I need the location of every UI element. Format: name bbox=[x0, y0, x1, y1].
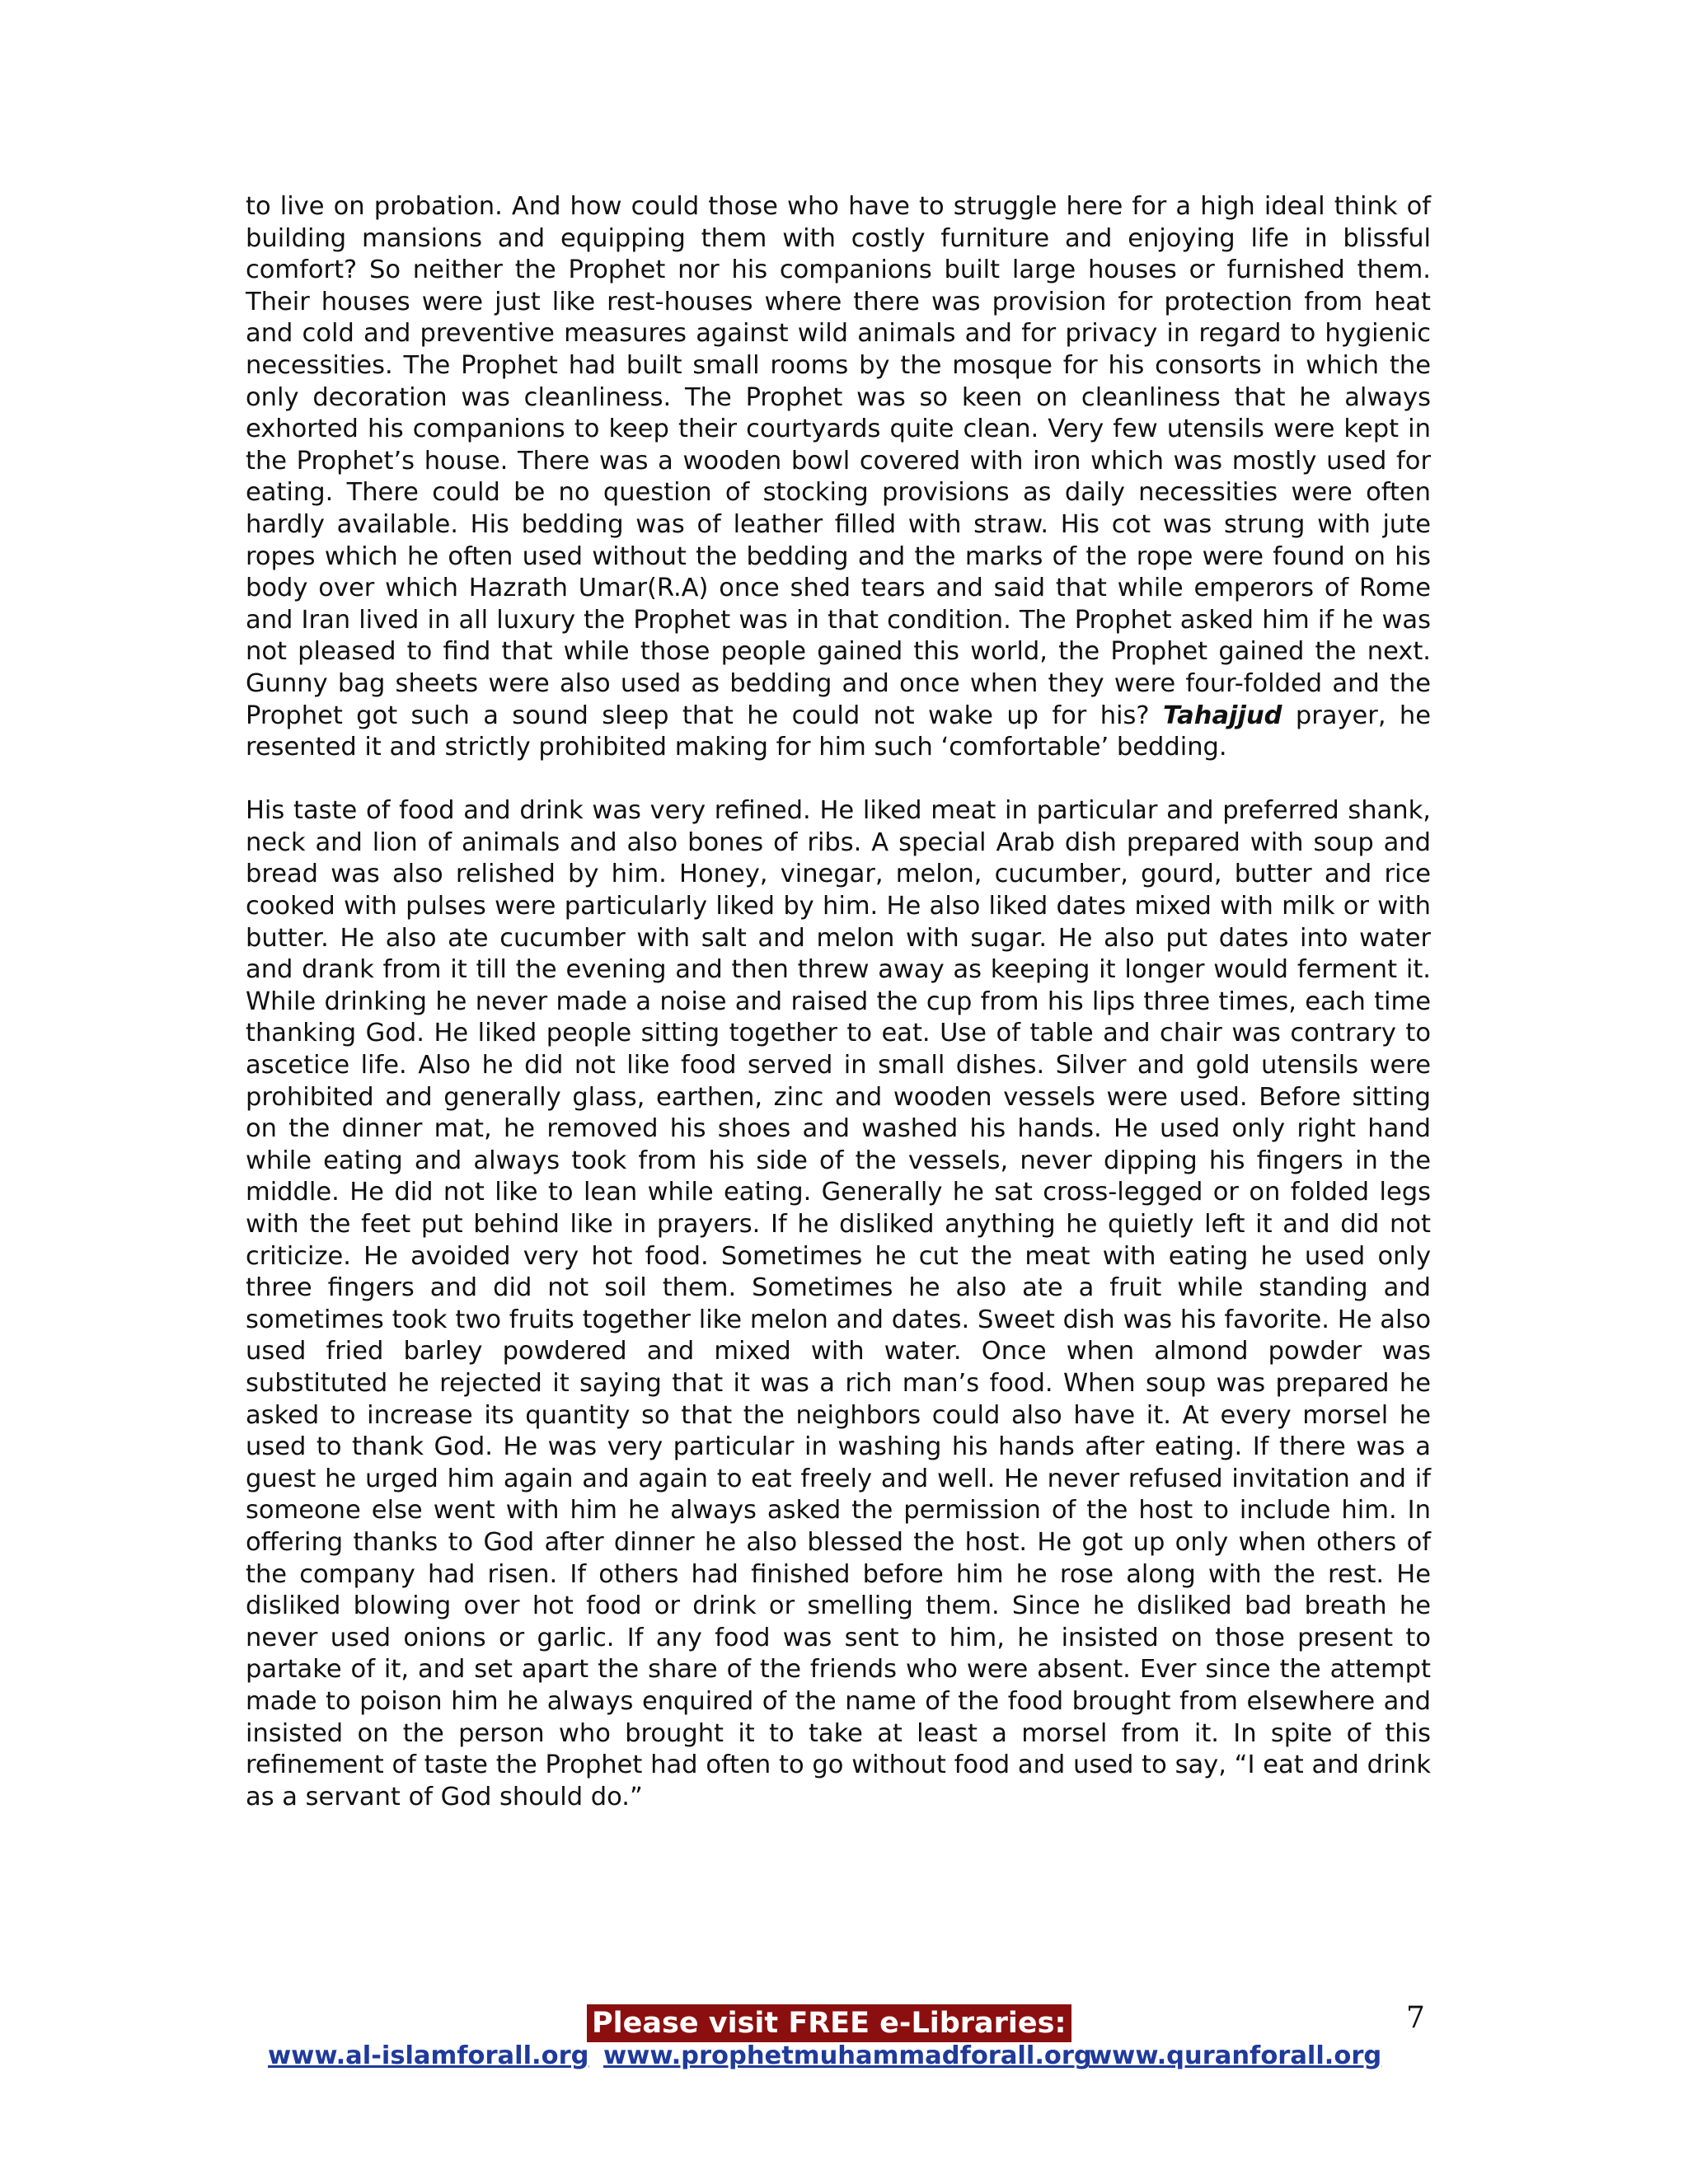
paragraph-1 bbox=[246, 191, 1431, 764]
link-quranforall[interactable]: www.quranforall.org bbox=[1089, 2041, 1382, 2070]
body-text bbox=[246, 191, 1431, 1813]
footer-banner: Please visit FREE e-Libraries: bbox=[587, 2004, 1071, 2042]
paragraph-2: His taste of food and drink was very refined. He liked meat in particular and preferred shank, neck and lion of animals and also bones of ribs. A special Arab dish prepared with soup and bread was also relished by him. Honey, vinegar, melon, cucumber, gourd, butter and rice cooked with pulses were particularly liked by him. He also liked dates mixed with milk or with butter. He also ate cucumber with salt and melon with sugar. He also put dates into water and drank from it till the evening and then threw away as keeping it longer would ferment it. While drinking he never made a noise and raised the cup from his lips three times, each time thanking God. He liked people sitting together to eat. Use of table and chair was contrary to ascetice life. Also he did not like food served in small dishes. Silver and gold utensils were prohibited and generally glass, earthen, zinc and wooden vessels were used. Before sitting on the dinner mat, he removed his shoes and washed his hands. He used only right hand while eating and always took from his side of the vessels, never dipping his fingers in the middle. He did not like to lean while eating. Generally he sat cross-legged or on folded legs with the feet put behind like in prayers. If he disliked anything he quietly left it and did not criticize. He avoided very hot food. Sometimes he cut the meat with eating he used only three fingers and did not soil them. Sometimes he also ate a fruit while standing and sometimes took two fruits together like melon and dates. Sweet dish was his favorite. He also used fried barley powdered and mixed with water. Once when almond powder was substituted he rejected it saying that it was a rich man’s food. When soup was prepared he asked to increase its quantity so that the neighbors could also have it. At every morsel he used to thank God. He was very particular in washing his hands after eating. If there was a guest he urged him again and again to eat freely and well. He never refused invitation and if someone else went with him he always asked the permission of the host to include him. In offering thanks to God after dinner he also blessed the host. He got up only when others of the company had risen. If others had finished before him he rose along with the rest. He disliked blowing over hot food or drink or smelling them. Since he disliked bad breath he never used onions or garlic. If any food was sent to him, he insisted on those present to partake of it, and set apart the share of the friends who were absent. Ever since the attempt made to poison him he always enquired of the name of the food brought from elsewhere and insisted on the person who brought it to take at least a morsel from it. In spite of this refinement of taste the Prophet had often to go without food and used to say, “I eat and drink as a servant of God should do.” bbox=[246, 796, 1431, 1811]
paragraph-1-text-a: to live on probation. And how could those who have to struggle here for a high ideal think of building mansions and equipping them with costly furniture and enjoying life in blissful comfort? So neither the Prophet nor his companions built large houses or furnished them. Their houses were just like rest-houses where there was provision for protection from heat and cold and preventive measures against wild animals and for privacy in regard to hygienic necessities. The Prophet had built small rooms by the mosque for his consorts in which the only decoration was cleanliness. The Prophet was so keen on cleanliness that he always exhorted his companions to keep their courtyards quite clean. Very few utensils were kept in the Prophet’s house. There was a wooden bowl covered with iron which was mostly used for eating. There could be no question of stocking provisions as daily necessities were often hardly available. His bedding was of leather filled with straw. His cot was strung with jute ropes which he often used without the bedding and the marks of the rope were found on his body over which Hazrath Umar(R.A) once shed tears and said that while emperors of Rome and Iran lived in all luxury the Prophet was in that condition. The Prophet asked him if he was not pleased to find that while those people gained this world, the Prophet gained the next. Gunny bag sheets were also used as bedding and once when they were four-folded and the Prophet got such a sound sleep that he could not wake up for his? bbox=[246, 192, 1431, 730]
link-al-islamforall[interactable]: www.al-islamforall.org bbox=[268, 2041, 589, 2070]
link-prophetmuhammadforall[interactable]: www.prophetmuhammadforall.org bbox=[603, 2041, 1092, 2070]
tahajjud-term: Tahajjud bbox=[1162, 701, 1282, 730]
page-number: 7 bbox=[1406, 2001, 1425, 2035]
paragraph-1-text-b: prayer, he resented it and strictly prohibited making for him such ‘comfortable’ bedding. bbox=[246, 701, 1431, 762]
